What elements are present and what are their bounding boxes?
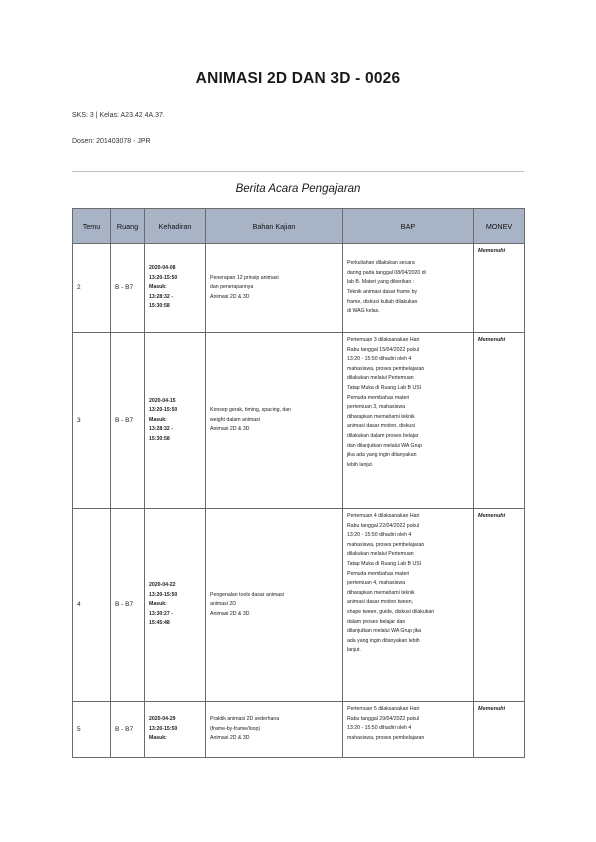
cell-ruang: B - B7 xyxy=(111,509,145,702)
cell-monev: Memenuhi xyxy=(474,333,525,509)
section-subtitle: Berita Acara Pengajaran xyxy=(235,183,361,195)
cell-bap xyxy=(343,333,474,509)
kehadiran-text: 2020-04-08 13:20-15:50 Masuk: 13:28:32 - 15:30:58 xyxy=(149,265,178,310)
cell-temu: 2 xyxy=(73,244,111,333)
header-bap: BAP xyxy=(343,209,474,244)
cell-monev: Memenuhi xyxy=(474,509,525,702)
header-monev: MONEV xyxy=(474,209,525,244)
bap-text: Pertemuan 5 dilaksanakan Hari Rabu tanggal 29/04/2022 pukul 13:20 - 15:50 dihadiri oleh 4 mahasiswa, proses pembelajaran xyxy=(347,706,425,741)
cell-bahan-kajian xyxy=(206,509,343,702)
cell-ruang: B - B7 xyxy=(111,702,145,758)
cell-bahan-kajian xyxy=(206,244,343,333)
cell-monev: Memenuhi xyxy=(474,244,525,333)
bahan-kajian-text: Konsep gerak, timing, spacing, dan weight dalam animasi Animasi 2D & 3D xyxy=(210,407,292,433)
kehadiran-text: 2020-04-15 13:20-15:50 Masuk: 13:28:32 - 15:30:58 xyxy=(149,397,178,442)
cell-kehadiran xyxy=(145,244,206,333)
table-row xyxy=(73,244,525,333)
document-title: ANIMASI 2D DAN 3D - 0026 xyxy=(195,70,401,87)
cell-temu: 4 xyxy=(73,509,111,702)
header-temu: Temu xyxy=(73,209,111,244)
cell-kehadiran xyxy=(145,333,206,509)
bahan-kajian-text: Penerapan 12 prinsip animasi dan penerapannya Animasi 2D & 3D xyxy=(210,274,279,300)
teaching-report-table xyxy=(72,208,525,758)
bahan-kajian-text: Pengenalan tools dasar animasi animasi 2D Animasi 2D & 3D xyxy=(210,591,284,617)
header-bahan-kajian: Bahan Kajian xyxy=(206,209,343,244)
cell-temu: 3 xyxy=(73,333,111,509)
cell-bap xyxy=(343,244,474,333)
cell-bap xyxy=(343,509,474,702)
cell-bahan-kajian xyxy=(206,702,343,758)
bap-text: Perkuliahan dilakukan secara daring pada tanggal 08/04/2020 di lab B. Materi yang diberikan : Teknik animasi dasar frame by frame, diskusi kuliah dilakukan di WAG kelas. xyxy=(347,260,426,315)
lecturer-info: Dosen: 201403078 - JPR xyxy=(72,138,151,145)
bap-text: Pertemuan 4 dilaksanakan Hari Rabu tanggal 22/04/2022 pukul 13:20 - 15:50 dihadiri oleh 4 mahasiswa, proses pembelajaran dilakukan melalui Pertemuan Tatap Muka di Ruang Lab B USI Pemuda membahas materi pertemuan 4, mahasiswa diharapkan memahami teknik animasi dasar motion tween, shape tween, guide, diskusi dilakukan dalam proses belajar dan dilanjutkan melalui WA Grup jika ada yang ingin ditanyakan lebih lanjut. xyxy=(347,513,435,654)
bap-text: Pertemuan 3 dilaksanakan Hari Rabu tanggal 15/04/2022 pukul 13:20 - 15:50 dihadiri oleh 4 mahasiswa, proses pembelajaran dilakukan melalui Pertemuan Tatap Muka di Ruang Lab B USI Pemuda membahas materi pertemuan 3, mahasiswa diharapkan memahami teknik animasi dasar motion, diskusi dilakukan dalam proses belajar dan dilanjutkan melalui WA Grup jika ada yang ingin ditanyakan lebih lanjut. xyxy=(347,337,425,468)
cell-monev: Memenuhi xyxy=(474,702,525,758)
kehadiran-text: 2020-04-22 13:20-15:50 Masuk: 13:30:27 - 15:45:48 xyxy=(149,582,178,627)
cell-ruang: B - B7 xyxy=(111,244,145,333)
cell-bap xyxy=(343,702,474,758)
table-row xyxy=(73,333,525,509)
kehadiran-text: 2020-04-29 13:20-15:50 Masuk: xyxy=(149,716,178,742)
cell-kehadiran xyxy=(145,509,206,702)
header-kehadiran: Kehadiran xyxy=(145,209,206,244)
cell-ruang: B - B7 xyxy=(111,333,145,509)
cell-bahan-kajian xyxy=(206,333,343,509)
table-row xyxy=(73,702,525,758)
divider-line xyxy=(72,171,524,172)
sks-class-info: SKS: 3 | Kelas: A23.42 4A.37. xyxy=(72,112,165,119)
cell-kehadiran xyxy=(145,702,206,758)
header-ruang: Ruang xyxy=(111,209,145,244)
cell-temu: 5 xyxy=(73,702,111,758)
table-row xyxy=(73,509,525,702)
table-header-row xyxy=(73,209,525,244)
bahan-kajian-text: Praktik animasi 2D sederhana (frame-by-frame/loop) Animasi 2D & 3D xyxy=(210,716,280,742)
